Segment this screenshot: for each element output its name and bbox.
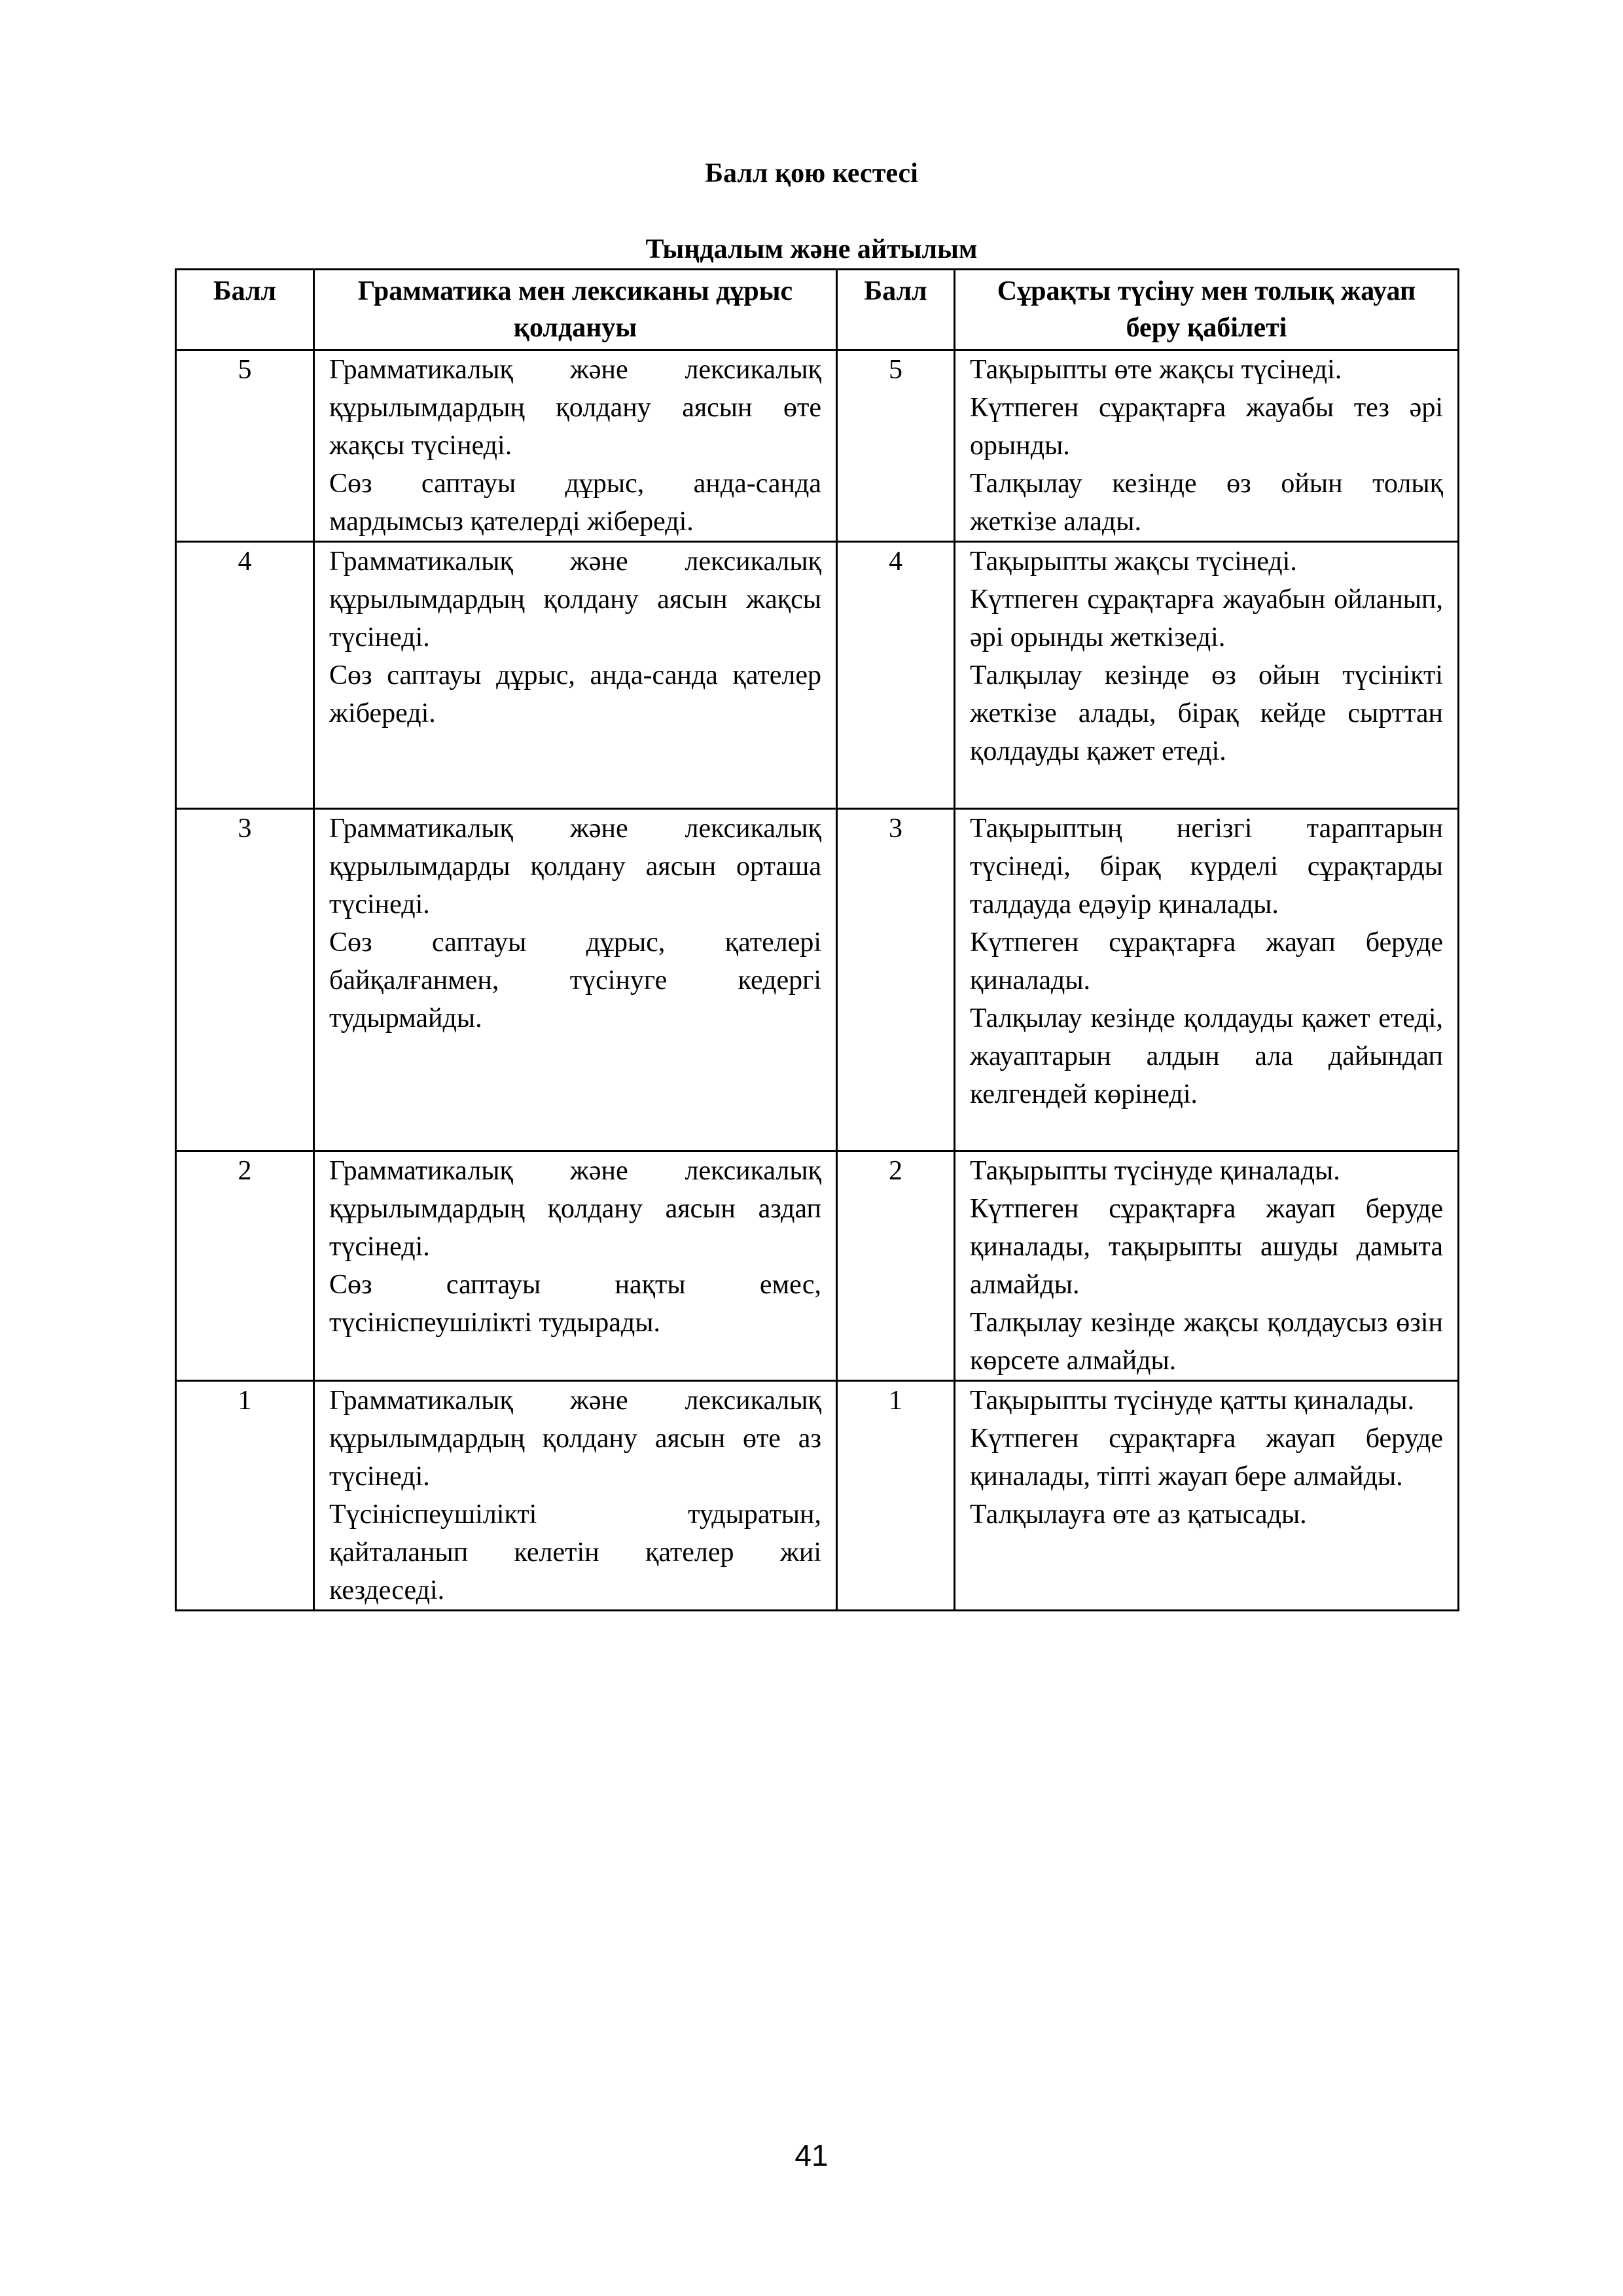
description-paragraph: Грамматикалық және лексикалық құрылымдардың қолдану аясын өте аз түсінеді. <box>329 1386 821 1492</box>
grammar-description <box>314 350 837 542</box>
description-paragraph: Сөз саптауы дұрыс, анда-санда қателер жібереді. <box>329 660 821 728</box>
header-comprehension-criterion: Сұрақты түсіну мен толық жауап беру қабілеті <box>955 270 1459 350</box>
table-row <box>176 350 1459 542</box>
score-cell: 1 <box>837 1381 955 1611</box>
grammar-description <box>314 542 837 809</box>
header-grammar-criterion: Грамматика мен лексиканы дұрыс қолдануы <box>314 270 837 350</box>
comprehension-description <box>955 350 1459 542</box>
description-paragraph: Грамматикалық және лексикалық құрылымдардың қолдану аясын аздап түсінеді. <box>329 1156 821 1262</box>
description-paragraph: Грамматикалық және лексикалық құрылымдардың қолдану аясын жақсы түсінеді. <box>329 547 821 653</box>
page-title: Балл қою кестесі <box>705 158 918 188</box>
description-paragraph: Күтпеген сұрақтарға жауабын ойланып, әрі орынды жеткізеді. <box>970 584 1443 653</box>
header-score-2: Балл <box>837 270 955 350</box>
grammar-description <box>314 809 837 1151</box>
scoring-table <box>175 268 1459 1611</box>
description-paragraph: Тақырыпты жақсы түсінеді. <box>970 547 1297 577</box>
score-cell: 2 <box>837 1151 955 1381</box>
table-row <box>176 1381 1459 1611</box>
description-paragraph: Сөз саптауы нақты емес, түсініспеушілікті тудырады. <box>329 1270 821 1338</box>
description-paragraph: Талқылау кезінде өз ойын түсінікті жеткізе алады, бірақ кейде сырттан қолдауды қажет етеді. <box>970 660 1443 766</box>
description-paragraph: Талқылау кезінде жақсы қолдаусыз өзін көрсете алмайды. <box>970 1308 1443 1376</box>
score-cell: 5 <box>176 350 314 542</box>
description-paragraph: Тақырыптың негізгі тараптарын түсінеді, бірақ күрделі сұрақтарды талдауда едәуір қиналады. <box>970 814 1443 920</box>
comprehension-description <box>955 1381 1459 1611</box>
score-cell: 4 <box>837 542 955 809</box>
score-cell: 5 <box>837 350 955 542</box>
description-paragraph: Сөз саптауы дұрыс, анда-санда мардымсыз қателерді жібереді. <box>329 469 821 537</box>
table-header-row <box>176 270 1459 350</box>
description-paragraph: Грамматикалық және лексикалық құрылымдарды қолдану аясын орташа түсінеді. <box>329 814 821 920</box>
description-paragraph: Тақырыпты өте жақсы түсінеді. <box>970 355 1342 385</box>
score-cell: 1 <box>176 1381 314 1611</box>
comprehension-description <box>955 809 1459 1151</box>
description-paragraph: Күтпеген сұрақтарға жауап беруде қиналады, тақырыпты ашуды дамыта алмайды. <box>970 1194 1443 1300</box>
comprehension-description <box>955 1151 1459 1381</box>
table-row <box>176 542 1459 809</box>
grammar-description <box>314 1381 837 1611</box>
description-paragraph: Талқылау кезінде қолдауды қажет етеді, жауаптарын алдын ала дайындап келгендей көрінеді. <box>970 1003 1443 1109</box>
description-paragraph: Күтпеген сұрақтарға жауап беруде қиналады, тіпті жауап бере алмайды. <box>970 1424 1443 1492</box>
description-paragraph: Тақырыпты түсінуде қатты қиналады. <box>970 1386 1415 1416</box>
header-score-1: Балл <box>176 270 314 350</box>
grammar-description <box>314 1151 837 1381</box>
description-paragraph: Талқылау кезінде өз ойын толық жеткізе алады. <box>970 469 1443 537</box>
comprehension-description <box>955 542 1459 809</box>
description-paragraph: Түсініспеушілікті тудыратын, қайталанып келетін қателер жиі кездеседі. <box>329 1499 821 1605</box>
description-paragraph: Сөз саптауы дұрыс, қателері байқалғанмен, түсінуге кедергі тудырмайды. <box>329 927 821 1033</box>
description-paragraph: Тақырыпты түсінуде қиналады. <box>970 1156 1340 1186</box>
description-paragraph: Күтпеген сұрақтарға жауабы тез әрі орынды. <box>970 393 1443 461</box>
score-cell: 4 <box>176 542 314 809</box>
table-row <box>176 809 1459 1151</box>
page-number: 41 <box>794 2138 829 2172</box>
score-cell: 3 <box>176 809 314 1151</box>
table-row <box>176 1151 1459 1381</box>
score-cell: 2 <box>176 1151 314 1381</box>
description-paragraph: Талқылауға өте аз қатысады. <box>970 1499 1307 1530</box>
score-cell: 3 <box>837 809 955 1151</box>
description-paragraph: Грамматикалық және лексикалық құрылымдардың қолдану аясын өте жақсы түсінеді. <box>329 355 821 461</box>
table-subtitle: Тыңдалым және айтылым <box>645 234 978 264</box>
description-paragraph: Күтпеген сұрақтарға жауап беруде қиналады. <box>970 927 1443 996</box>
